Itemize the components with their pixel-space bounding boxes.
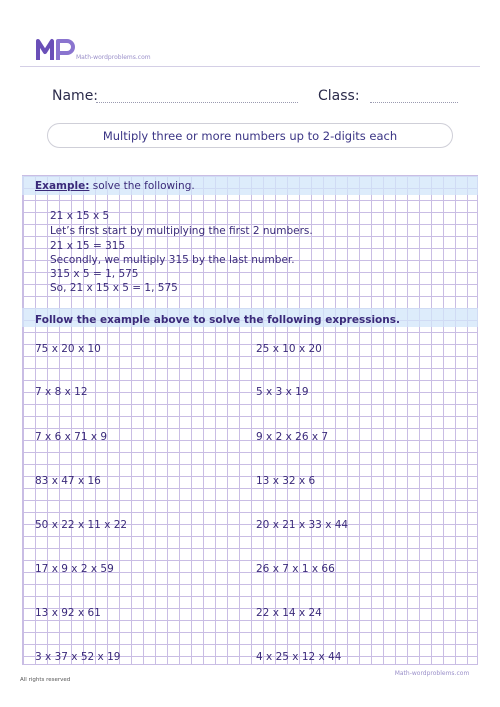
example-line: Secondly, we multiply 315 by the last number.	[50, 254, 295, 266]
example-line: 315 x 5 = 1, 575	[50, 268, 139, 280]
footer-brand: Math-wordproblems.com	[386, 667, 478, 679]
problem-left-1: 75 x 20 x 10	[35, 343, 101, 355]
footer-rights: All rights reserved	[20, 677, 71, 683]
brand-text: Math-wordproblems.com	[76, 54, 151, 61]
example-line: So, 21 x 15 x 5 = 1, 575	[50, 282, 178, 294]
problem-right-2: 5 x 3 x 19	[256, 386, 309, 398]
name-label: Name:	[52, 88, 99, 104]
example-label: Example:	[35, 180, 90, 192]
problem-left-8: 3 x 37 x 52 x 19	[35, 651, 121, 663]
problem-right-4: 13 x 32 x 6	[256, 475, 316, 487]
problem-left-3: 7 x 6 x 71 x 9	[35, 431, 108, 443]
worksheet-title: Multiply three or more numbers up to 2-digits each	[47, 123, 453, 148]
instruction-text: Follow the example above to solve the following expressions.	[35, 314, 400, 326]
problem-right-5: 20 x 21 x 33 x 44	[256, 519, 349, 531]
problem-right-8: 4 x 25 x 12 x 44	[256, 651, 342, 663]
problem-right-6: 26 x 7 x 1 x 66	[256, 563, 335, 575]
name-field[interactable]	[96, 102, 298, 103]
class-field[interactable]	[370, 102, 458, 103]
header-divider	[20, 66, 480, 67]
problem-right-7: 22 x 14 x 24	[256, 607, 322, 619]
example-line: 21 x 15 x 5	[50, 210, 110, 222]
logo-icon	[36, 38, 76, 62]
problem-left-2: 7 x 8 x 12	[35, 386, 88, 398]
problem-left-7: 13 x 92 x 61	[35, 607, 101, 619]
problem-left-6: 17 x 9 x 2 x 59	[35, 563, 114, 575]
problem-left-4: 83 x 47 x 16	[35, 475, 101, 487]
example-line: 21 x 15 = 315	[50, 240, 126, 252]
example-line: Let’s first start by multiplying the first 2 numbers.	[50, 225, 313, 237]
example-heading-rest: solve the following.	[89, 180, 195, 192]
problem-right-1: 25 x 10 x 20	[256, 343, 322, 355]
example-heading	[35, 180, 195, 192]
problem-left-5: 50 x 22 x 11 x 22	[35, 519, 128, 531]
class-label: Class:	[318, 88, 360, 104]
problem-right-3: 9 x 2 x 26 x 7	[256, 431, 329, 443]
